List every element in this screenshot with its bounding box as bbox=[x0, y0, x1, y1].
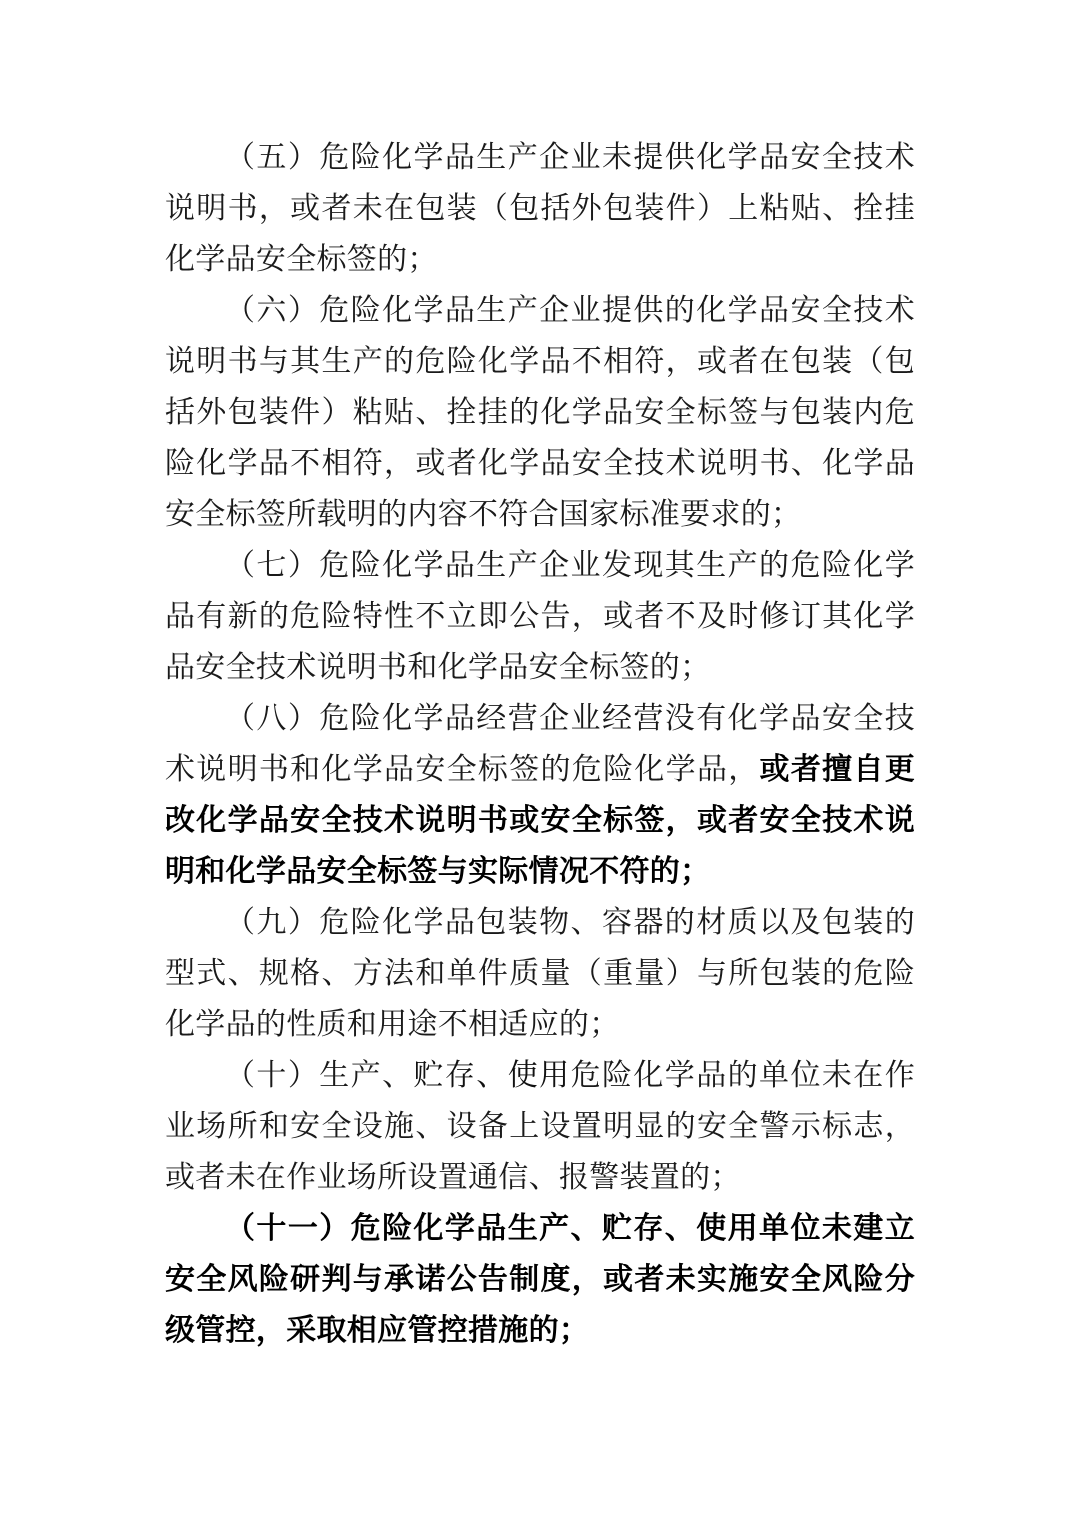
clause-6-text: （六）危险化学品生产企业提供的化学品安全技术说明书与其生产的危险化学品不相符，或者在包装（包括外包装件）粘贴、拴挂的化学品安全标签与包装内危险化学品不相符，或者化学品安全技术说明书、化学品安全标签所载明的内容不符合国家标准要求的； bbox=[165, 293, 915, 532]
clause-10-text-end: 危险化学品的单位未在作业场所和安全设施、设备上设置明显的安全警示标志，或者未在作业场所设置通信、报警装置的； bbox=[165, 1058, 915, 1195]
clause-9-text: （九）危险化学品包装物、容器的材质以及包装的型式、规格、方法和单件质量（重量）与所包装的危险化学品的性质和用途不相适应的； bbox=[165, 905, 915, 1042]
clause-8-amended-text: 或者擅自更改化学品安全技术说明书或安全标签，或者安全技术说明和化学品安全标签与实际情况不符的； bbox=[165, 752, 916, 889]
regulation-text-block bbox=[165, 132, 915, 1356]
clause-10-text-start: （十）生产、 bbox=[225, 1058, 414, 1093]
clause-11-text: （十一）危险化学品生产、贮存、使用单位未建立安全风险研判与承诺公告制度，或者未实施安全风险分级管控，采取相应管控措施的； bbox=[165, 1211, 915, 1348]
clause-5 bbox=[165, 132, 915, 285]
clause-5-text: （五）危险化学品生产企业未提供化学品安全技术说明书，或者未在包装（包括外包装件）上粘贴、拴挂化学品安全标签的； bbox=[165, 140, 915, 277]
clause-7-text: （七）危险化学品生产企业发现其生产的危险化学品有新的危险特性不立即公告，或者不及时修订其化学品安全技术说明书和化学品安全标签的； bbox=[165, 548, 915, 685]
clause-6 bbox=[165, 285, 915, 540]
clause-11 bbox=[165, 1203, 915, 1356]
clause-9 bbox=[165, 897, 915, 1050]
clause-10-amended-text: 贮存、使用 bbox=[413, 1058, 571, 1093]
clause-8 bbox=[165, 693, 915, 897]
clause-7 bbox=[165, 540, 915, 693]
clause-8-text: （八）危险化学品经营企业经营没有化学品安全技术说明书和化学品安全标签的危险化学品， bbox=[165, 701, 915, 787]
clause-10 bbox=[165, 1050, 915, 1203]
